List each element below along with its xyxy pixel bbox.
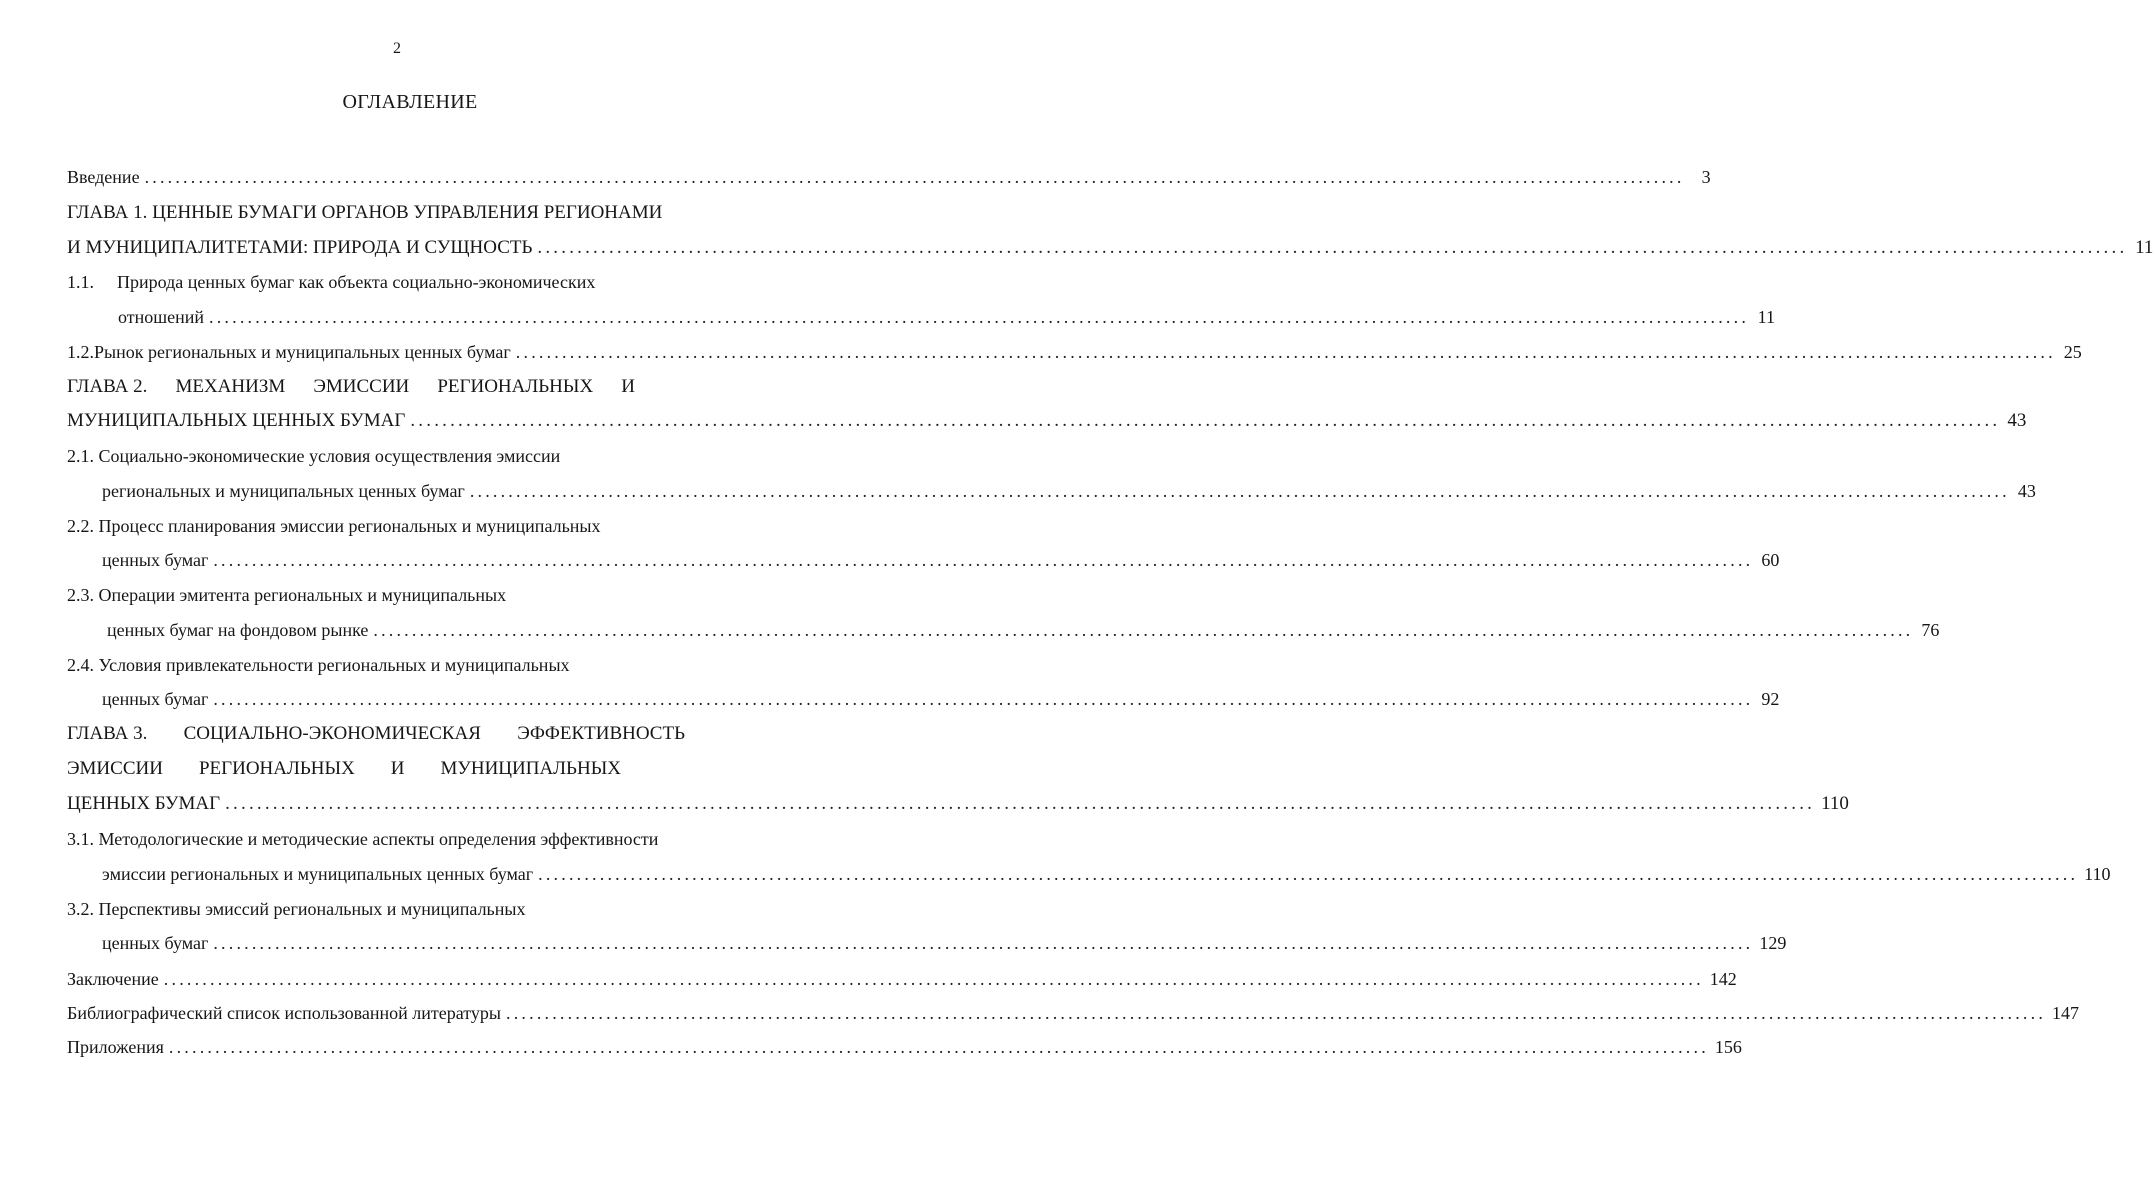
dot-leader: ........................................................................................................................................................................................................ [469,481,2010,501]
toc-section-3-2-line-1[interactable] [67,894,747,924]
toc-word: СОЦИАЛЬНО-ЭКОНОМИЧЕСКАЯ [183,723,481,744]
toc-entry-text: ценных бумаг [102,689,209,709]
toc-entry-text: Рынок региональных и муниципальных ценных бумаг [94,342,511,362]
toc-entry-page: 156 [1714,1037,1742,1057]
toc-entry-text: 3.2. Перспективы эмиссий региональных и муниципальных [67,899,526,919]
toc-entry-page: 3 [1701,167,1711,187]
toc-section-number: 1.2. [67,342,94,362]
toc-section-2-2-line-1[interactable] [67,511,747,541]
toc-entry-page: 11 [2135,237,2153,258]
toc-entry-text: Природа ценных бумаг как объекта социально-экономических [117,272,596,292]
toc-entry-page: 76 [1921,620,1940,640]
dot-leader: ........................................................................................................................................................................................................ [209,307,1750,327]
toc-entry-text: ценных бумаг [102,550,209,570]
toc-section-3-2-line-2[interactable] [102,928,1787,958]
toc-entry-page: 43 [2007,410,2027,431]
toc-word: ЭМИССИИ [67,758,163,779]
toc-entry-text: отношений [118,307,205,327]
toc-entry-text: ценных бумаг [102,933,209,953]
toc-entry-page: 110 [1821,793,1849,814]
toc-entry-text: ЦЕННЫХ БУМАГ [67,793,221,814]
dot-leader: ........................................................................................................................................................................................................ [213,689,1754,709]
toc-entry-text: Библиографический список использованной литературы [67,1003,502,1023]
toc-section-2-4-line-2[interactable] [102,684,1780,714]
toc-entry-page: 110 [2084,864,2111,884]
toc-entry-text: 2.3. Операции эмитента региональных и муниципальных [67,585,507,605]
toc-chapter-2-line-2[interactable] [67,406,2027,436]
toc-section-number: 1.1. [67,272,94,292]
toc-chapter-1-line-1[interactable] [67,198,747,228]
toc-entry-appendices[interactable] [67,1032,1742,1062]
toc-chapter-3-line-2[interactable] [67,754,621,784]
toc-section-2-3-line-2[interactable] [107,615,1940,645]
dot-leader: ........................................................................................................................................................................................................ [515,342,2056,362]
toc-entry-text: региональных и муниципальных ценных бумаг [102,481,465,501]
toc-entry-page: 92 [1761,689,1780,709]
dot-leader: ........................................................................................................................................................................................................ [213,933,1754,953]
toc-entry-text: 2.4. Условия привлекательности региональных и муниципальных [67,655,570,675]
dot-leader: ........................................................................................................................................................................................................ [168,1037,1709,1057]
toc-word: ГЛАВА 2. [67,376,148,397]
toc-section-3-1-line-1[interactable] [67,824,747,854]
dot-leader: ........................................................................................................................................................................................................ [144,167,1685,187]
toc-word: ЭМИССИИ [313,376,410,397]
toc-entry-bibliography[interactable] [67,998,2080,1028]
toc-entry-introduction[interactable] [67,162,1711,192]
toc-section-2-4-line-1[interactable] [67,650,747,680]
dot-leader: ........................................................................................................................................................................................................ [373,620,1914,640]
toc-entry-page: 60 [1761,550,1780,570]
toc-word: И [390,758,405,779]
toc-word: ГЛАВА 3. [67,723,148,744]
toc-chapter-3-line-1[interactable] [67,719,685,749]
toc-entry-text: 3.1. Методологические и методические аспекты определения эффективности [67,829,659,849]
toc-entry-text: 2.2. Процесс планирования эмиссии региональных и муниципальных [67,516,601,536]
toc-chapter-1-line-2[interactable] [67,233,2153,263]
toc-word: МЕХАНИЗМ [175,376,286,397]
toc-word: И [621,376,635,397]
toc-entry-text: Введение [67,167,140,187]
dot-leader: ........................................................................................................................................................................................................ [163,969,1704,989]
toc-entry-text: Приложения [67,1037,164,1057]
toc-section-1-1-line-1[interactable] [67,267,747,297]
dot-leader: ........................................................................................................................................................................................................ [225,793,1816,814]
toc-section-2-3-line-1[interactable] [67,580,747,610]
toc-entry-page: 11 [1757,307,1776,327]
toc-entry-text: И МУНИЦИПАЛИТЕТАМИ: ПРИРОДА И СУЩНОСТЬ [67,237,533,258]
dot-leader: ........................................................................................................................................................................................................ [506,1003,2047,1023]
toc-chapter-2-line-1[interactable] [67,372,635,402]
dot-leader: ........................................................................................................................................................................................................ [410,410,2001,431]
dot-leader: ........................................................................................................................................................................................................ [213,550,1754,570]
toc-word: РЕГИОНАЛЬНЫХ [437,376,594,397]
page-number: 2 [393,40,401,57]
toc-section-3-1-line-2[interactable] [102,859,2111,889]
toc-entry-page: 25 [2063,342,2082,362]
toc-entry-text: МУНИЦИПАЛЬНЫХ ЦЕННЫХ БУМАГ [67,410,406,431]
toc-entry-text: эмиссии региональных и муниципальных ценных бумаг [102,864,534,884]
toc-entry-text: Заключение [67,969,159,989]
toc-word: МУНИЦИПАЛЬНЫХ [440,758,621,779]
toc-section-1-2[interactable] [67,337,2082,367]
toc-entry-page: 43 [2017,481,2036,501]
dot-leader: ........................................................................................................................................................................................................ [537,237,2128,258]
toc-entry-page: 129 [1759,933,1787,953]
toc-chapter-3-line-3[interactable] [67,789,1849,819]
toc-section-2-1-line-2[interactable] [102,476,2036,506]
toc-section-2-2-line-2[interactable] [102,545,1780,575]
dot-leader: ........................................................................................................................................................................................................ [538,864,2079,884]
toc-section-2-1-line-1[interactable] [67,441,747,471]
toc-word: РЕГИОНАЛЬНЫХ [198,758,355,779]
toc-entry-text: ГЛАВА 1. ЦЕННЫЕ БУМАГИ ОРГАНОВ УПРАВЛЕНИЯ РЕГИОНАМИ [67,202,663,223]
toc-entry-text: ценных бумаг на фондовом рынке [107,620,369,640]
page-title: ОГЛАВЛЕНИЕ [342,91,478,113]
toc-entry-page: 147 [2052,1003,2080,1023]
toc-entry-page: 142 [1709,969,1737,989]
toc-section-1-1-line-2[interactable] [118,302,1776,332]
toc-entry-text: 2.1. Социально-экономические условия осуществления эмиссии [67,446,561,466]
toc-word: ЭФФЕКТИВНОСТЬ [517,723,685,744]
toc-entry-conclusion[interactable] [67,964,1737,994]
